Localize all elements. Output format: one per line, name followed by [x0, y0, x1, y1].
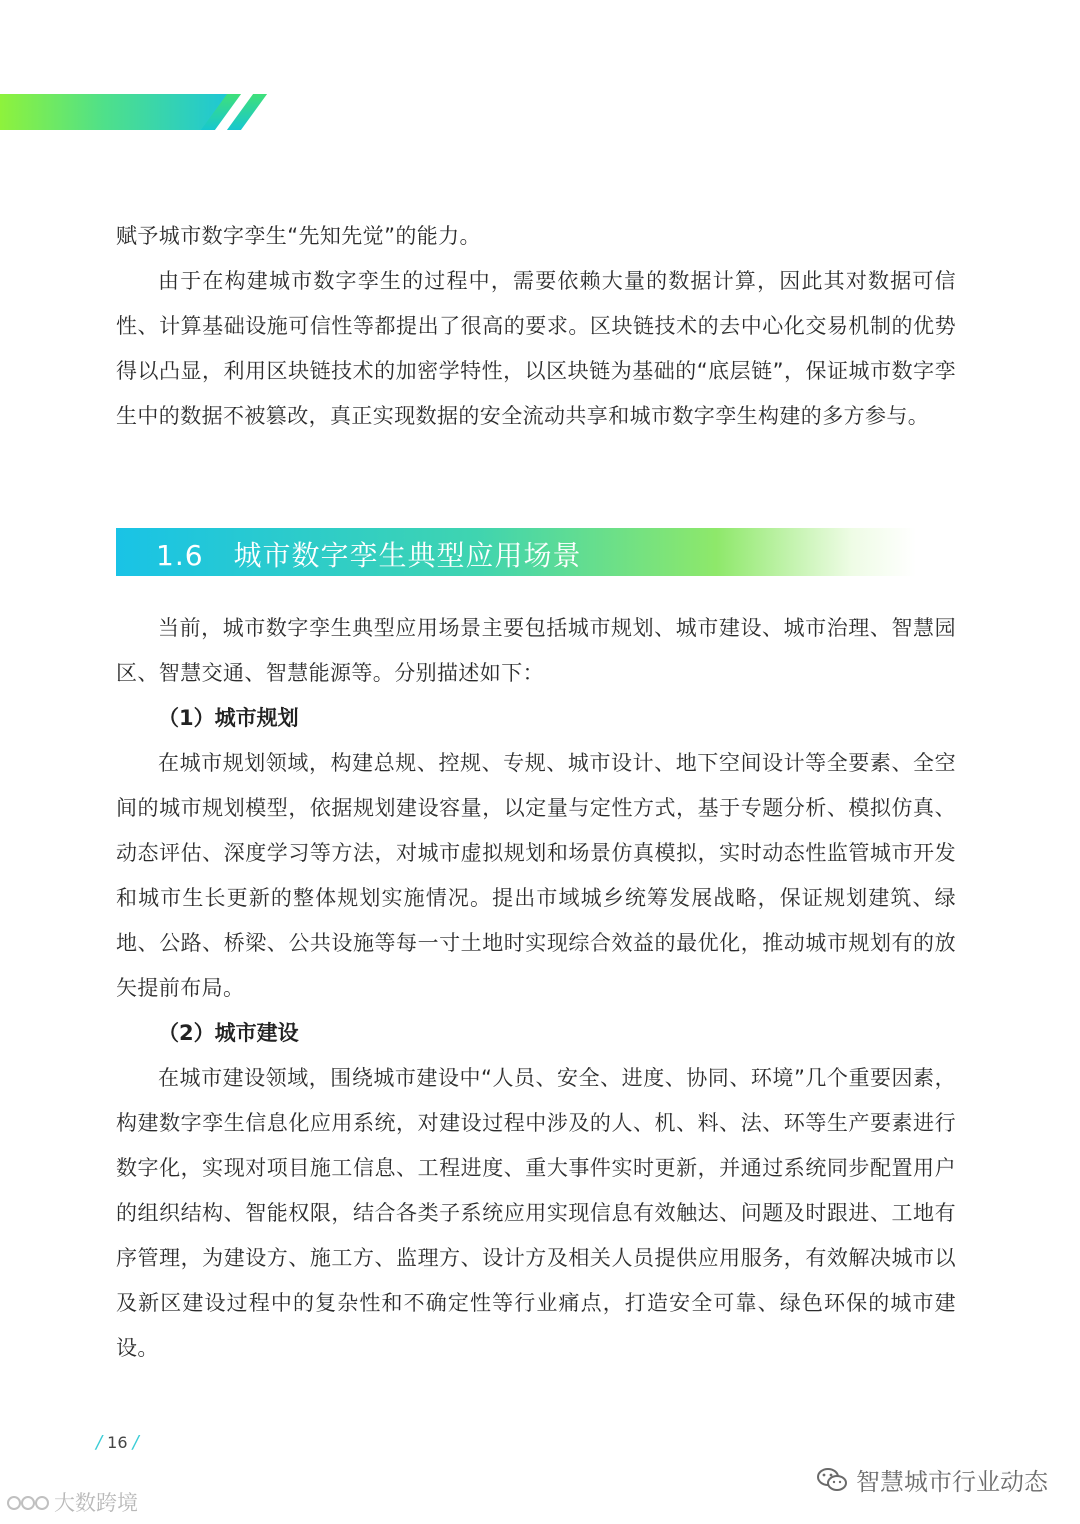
subsection-heading-urban-planning: （1）城市规划	[158, 706, 299, 730]
intro-paragraph-continued: 赋予城市数字孪生“先知先觉”的能力。	[116, 224, 481, 248]
intro-paragraph: 由于在构建城市数字孪生的过程中，需要依赖大量的数据计算，因此其对数据可信性、计算基础设施可信性等都提出了很高的要求。区块链技术的去中心化交易机制的优势得以凸显，利用区块链技术的加密学特性，以区块链为基础的“底层链”，保证城市数字孪生中的数据不被篡改，真正实现数据的安全流动共享和城市数字孪生构建的多方参与。	[116, 269, 956, 428]
page-number-value: 16	[107, 1433, 128, 1452]
watermark-text: 大数跨境	[54, 1491, 138, 1515]
intro-block	[116, 214, 956, 439]
subsection-paragraph-urban-construction: 在城市建设领域，围绕城市建设中“人员、安全、进度、协同、环境”几个重要因素，构建数字孪生信息化应用系统，对建设过程中涉及的人、机、料、法、环等生产要素进行数字化，实现对项目施工信息、工程进度、重大事件实时更新，并通过系统同步配置用户的组织结构、智能权限，结合各类子系统应用实现信息有效触达、问题及时跟进、工地有序管理，为建设方、施工方、监理方、设计方及相关人员提供应用服务，有效解决城市以及新区建设过程中的复杂性和不确定性等行业痛点，打造安全可靠、绿色环保的城市建设。	[116, 1066, 956, 1360]
wechat-account-watermark	[816, 1462, 1048, 1497]
section-number: 1.6	[156, 539, 204, 572]
wechat-icon	[816, 1466, 848, 1494]
header-accent-bar	[0, 94, 232, 130]
source-watermark	[6, 1487, 138, 1517]
slash-decoration: /	[96, 1432, 103, 1453]
subsection-paragraph-urban-planning: 在城市规划领域，构建总规、控规、专规、城市设计、地下空间设计等全要素、全空间的城市规划模型，依据规划建设容量，以定量与定性方式，基于专题分析、模拟仿真、动态评估、深度学习等方法，对城市虚拟规划和场景仿真模拟，实时动态性监管城市开发和城市生长更新的整体规划实施情况。提出市域城乡统筹发展战略，保证规划建筑、绿地、公路、桥梁、公共设施等每一寸土地时实现综合效益的最优化，推动城市规划有的放矢提前布局。	[116, 751, 956, 1000]
wechat-account-name: 智慧城市行业动态	[856, 1468, 1048, 1496]
watermark-logo-icon	[6, 1491, 50, 1513]
subsection-heading-urban-construction: （2）城市建设	[158, 1021, 299, 1045]
slash-decoration: /	[132, 1432, 139, 1453]
section-heading	[156, 534, 582, 574]
page-number	[96, 1432, 139, 1453]
section-title: 城市数字孪生典型应用场景	[233, 539, 582, 572]
section-heading-bar	[116, 528, 916, 576]
section-body	[116, 606, 956, 1371]
section-lead-paragraph: 当前，城市数字孪生典型应用场景主要包括城市规划、城市建设、城市治理、智慧园区、智慧交通、智慧能源等。分别描述如下：	[116, 616, 956, 685]
